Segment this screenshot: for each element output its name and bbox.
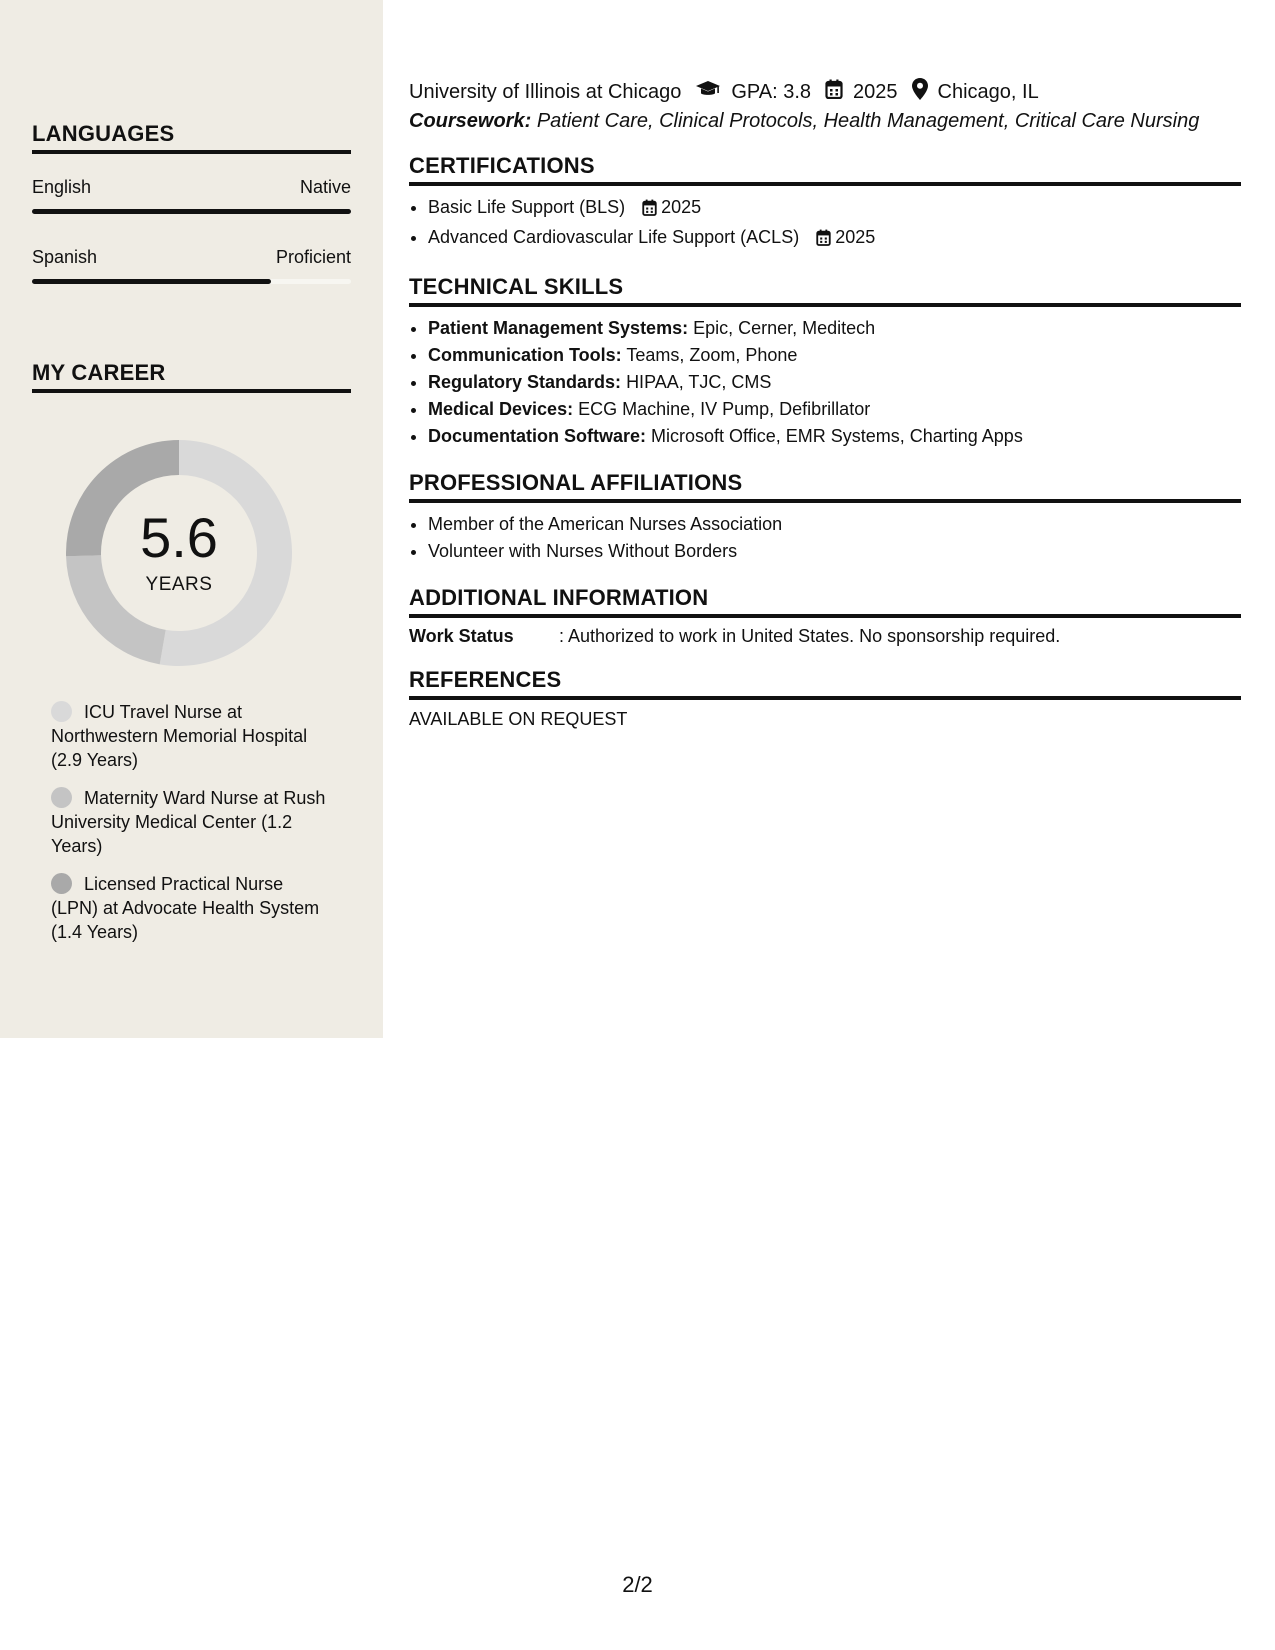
career-item-text: Licensed Practical Nurse (LPN) at Advocate Health System (1.4 Years) <box>51 874 320 942</box>
language-proficiency-fill <box>32 279 271 284</box>
list-item <box>428 194 1241 224</box>
language-level: Native <box>299 177 351 197</box>
coursework <box>409 110 1241 133</box>
skill-value: HIPAA, TJC, CMS <box>626 372 772 392</box>
work-status-value: : Authorized to work in United States. No sponsorship required. <box>559 626 1061 646</box>
languages-title: LANGUAGES <box>32 121 351 154</box>
language-proficiency-bar <box>32 279 351 284</box>
list-item <box>428 224 1241 254</box>
list-item: • Volunteer with Nurses Without Borders <box>428 538 1241 565</box>
list-item <box>428 396 1241 423</box>
work-status-label: Work Status <box>409 626 514 646</box>
skill-label: Documentation Software: <box>428 426 647 446</box>
language-name: Spanish <box>32 247 98 267</box>
language-proficiency-bar <box>32 209 351 214</box>
skill-value: Microsoft Office, EMR Systems, Charting Apps <box>651 426 1023 446</box>
school-name: University of Illinois at Chicago <box>409 80 682 103</box>
calendar-icon <box>642 197 657 224</box>
career-legend-item <box>51 872 331 944</box>
list-item <box>428 369 1241 396</box>
career-item-text: Maternity Ward Nurse at Rush University Medical Center (1.2 Years) <box>51 788 326 856</box>
main-content <box>409 77 1241 730</box>
calendar-icon <box>825 79 843 105</box>
graduation-cap-icon <box>695 80 721 104</box>
legend-dot <box>51 873 72 894</box>
list-item <box>428 423 1241 450</box>
career-total-years: 5.6 <box>140 506 218 569</box>
career-section <box>32 360 351 393</box>
graduation-year: 2025 <box>853 80 898 103</box>
skill-label: Regulatory Standards: <box>428 372 622 392</box>
career-legend <box>51 700 331 958</box>
references-title: REFERENCES <box>409 667 1241 700</box>
list-item <box>428 342 1241 369</box>
school-location: Chicago, IL <box>937 80 1039 103</box>
language-proficiency-fill <box>32 209 351 214</box>
work-status-row <box>409 626 1241 647</box>
certification-name: Basic Life Support (BLS) <box>428 197 626 217</box>
coursework-label: Coursework: <box>409 110 532 132</box>
page-number: 2/2 <box>622 1572 653 1597</box>
career-legend-item <box>51 786 331 858</box>
education-line <box>409 77 1241 107</box>
skill-label: Communication Tools: <box>428 345 622 365</box>
skill-value: ECG Machine, IV Pump, Defibrillator <box>578 399 871 419</box>
affiliations-list <box>409 511 1241 565</box>
coursework-list: Patient Care, Clinical Protocols, Health Management, Critical Care Nursing <box>536 110 1200 132</box>
languages-section <box>32 121 351 284</box>
language-name: English <box>32 177 92 197</box>
legend-dot <box>51 701 72 722</box>
list-item: • Member of the American Nurses Association <box>428 511 1241 538</box>
map-pin-icon <box>912 78 928 106</box>
additional-info-title: ADDITIONAL INFORMATION <box>409 585 1241 618</box>
certification-year: 2025 <box>661 197 702 217</box>
certification-name: Advanced Cardiovascular Life Support (ACLS) <box>428 227 800 247</box>
affiliations-title: PROFESSIONAL AFFILIATIONS <box>409 470 1241 503</box>
language-item-spanish <box>32 247 351 284</box>
career-years-label: YEARS <box>145 574 213 595</box>
skill-label: Medical Devices: <box>428 399 574 419</box>
legend-dot <box>51 787 72 808</box>
skill-label: Patient Management Systems: <box>428 318 689 338</box>
certifications-list <box>409 194 1241 254</box>
career-legend-item <box>51 700 331 772</box>
list-item <box>428 315 1241 342</box>
sidebar <box>0 0 383 1038</box>
technical-skills-title: TECHNICAL SKILLS <box>409 274 1241 307</box>
certifications-title: CERTIFICATIONS <box>409 153 1241 186</box>
skill-value: Teams, Zoom, Phone <box>626 345 798 365</box>
calendar-icon <box>816 227 831 254</box>
career-item-text: ICU Travel Nurse at Northwestern Memorial Hospital (2.9 Years) <box>51 702 308 770</box>
gpa: GPA: 3.8 <box>731 80 812 103</box>
certification-year: 2025 <box>835 227 876 247</box>
language-level: Proficient <box>275 247 351 267</box>
career-title: MY CAREER <box>32 360 351 393</box>
skill-value: Epic, Cerner, Meditech <box>693 318 876 338</box>
language-item-english <box>32 177 351 214</box>
skills-list <box>409 315 1241 450</box>
career-donut-chart <box>66 440 292 666</box>
references-text: AVAILABLE ON REQUEST <box>409 709 628 729</box>
